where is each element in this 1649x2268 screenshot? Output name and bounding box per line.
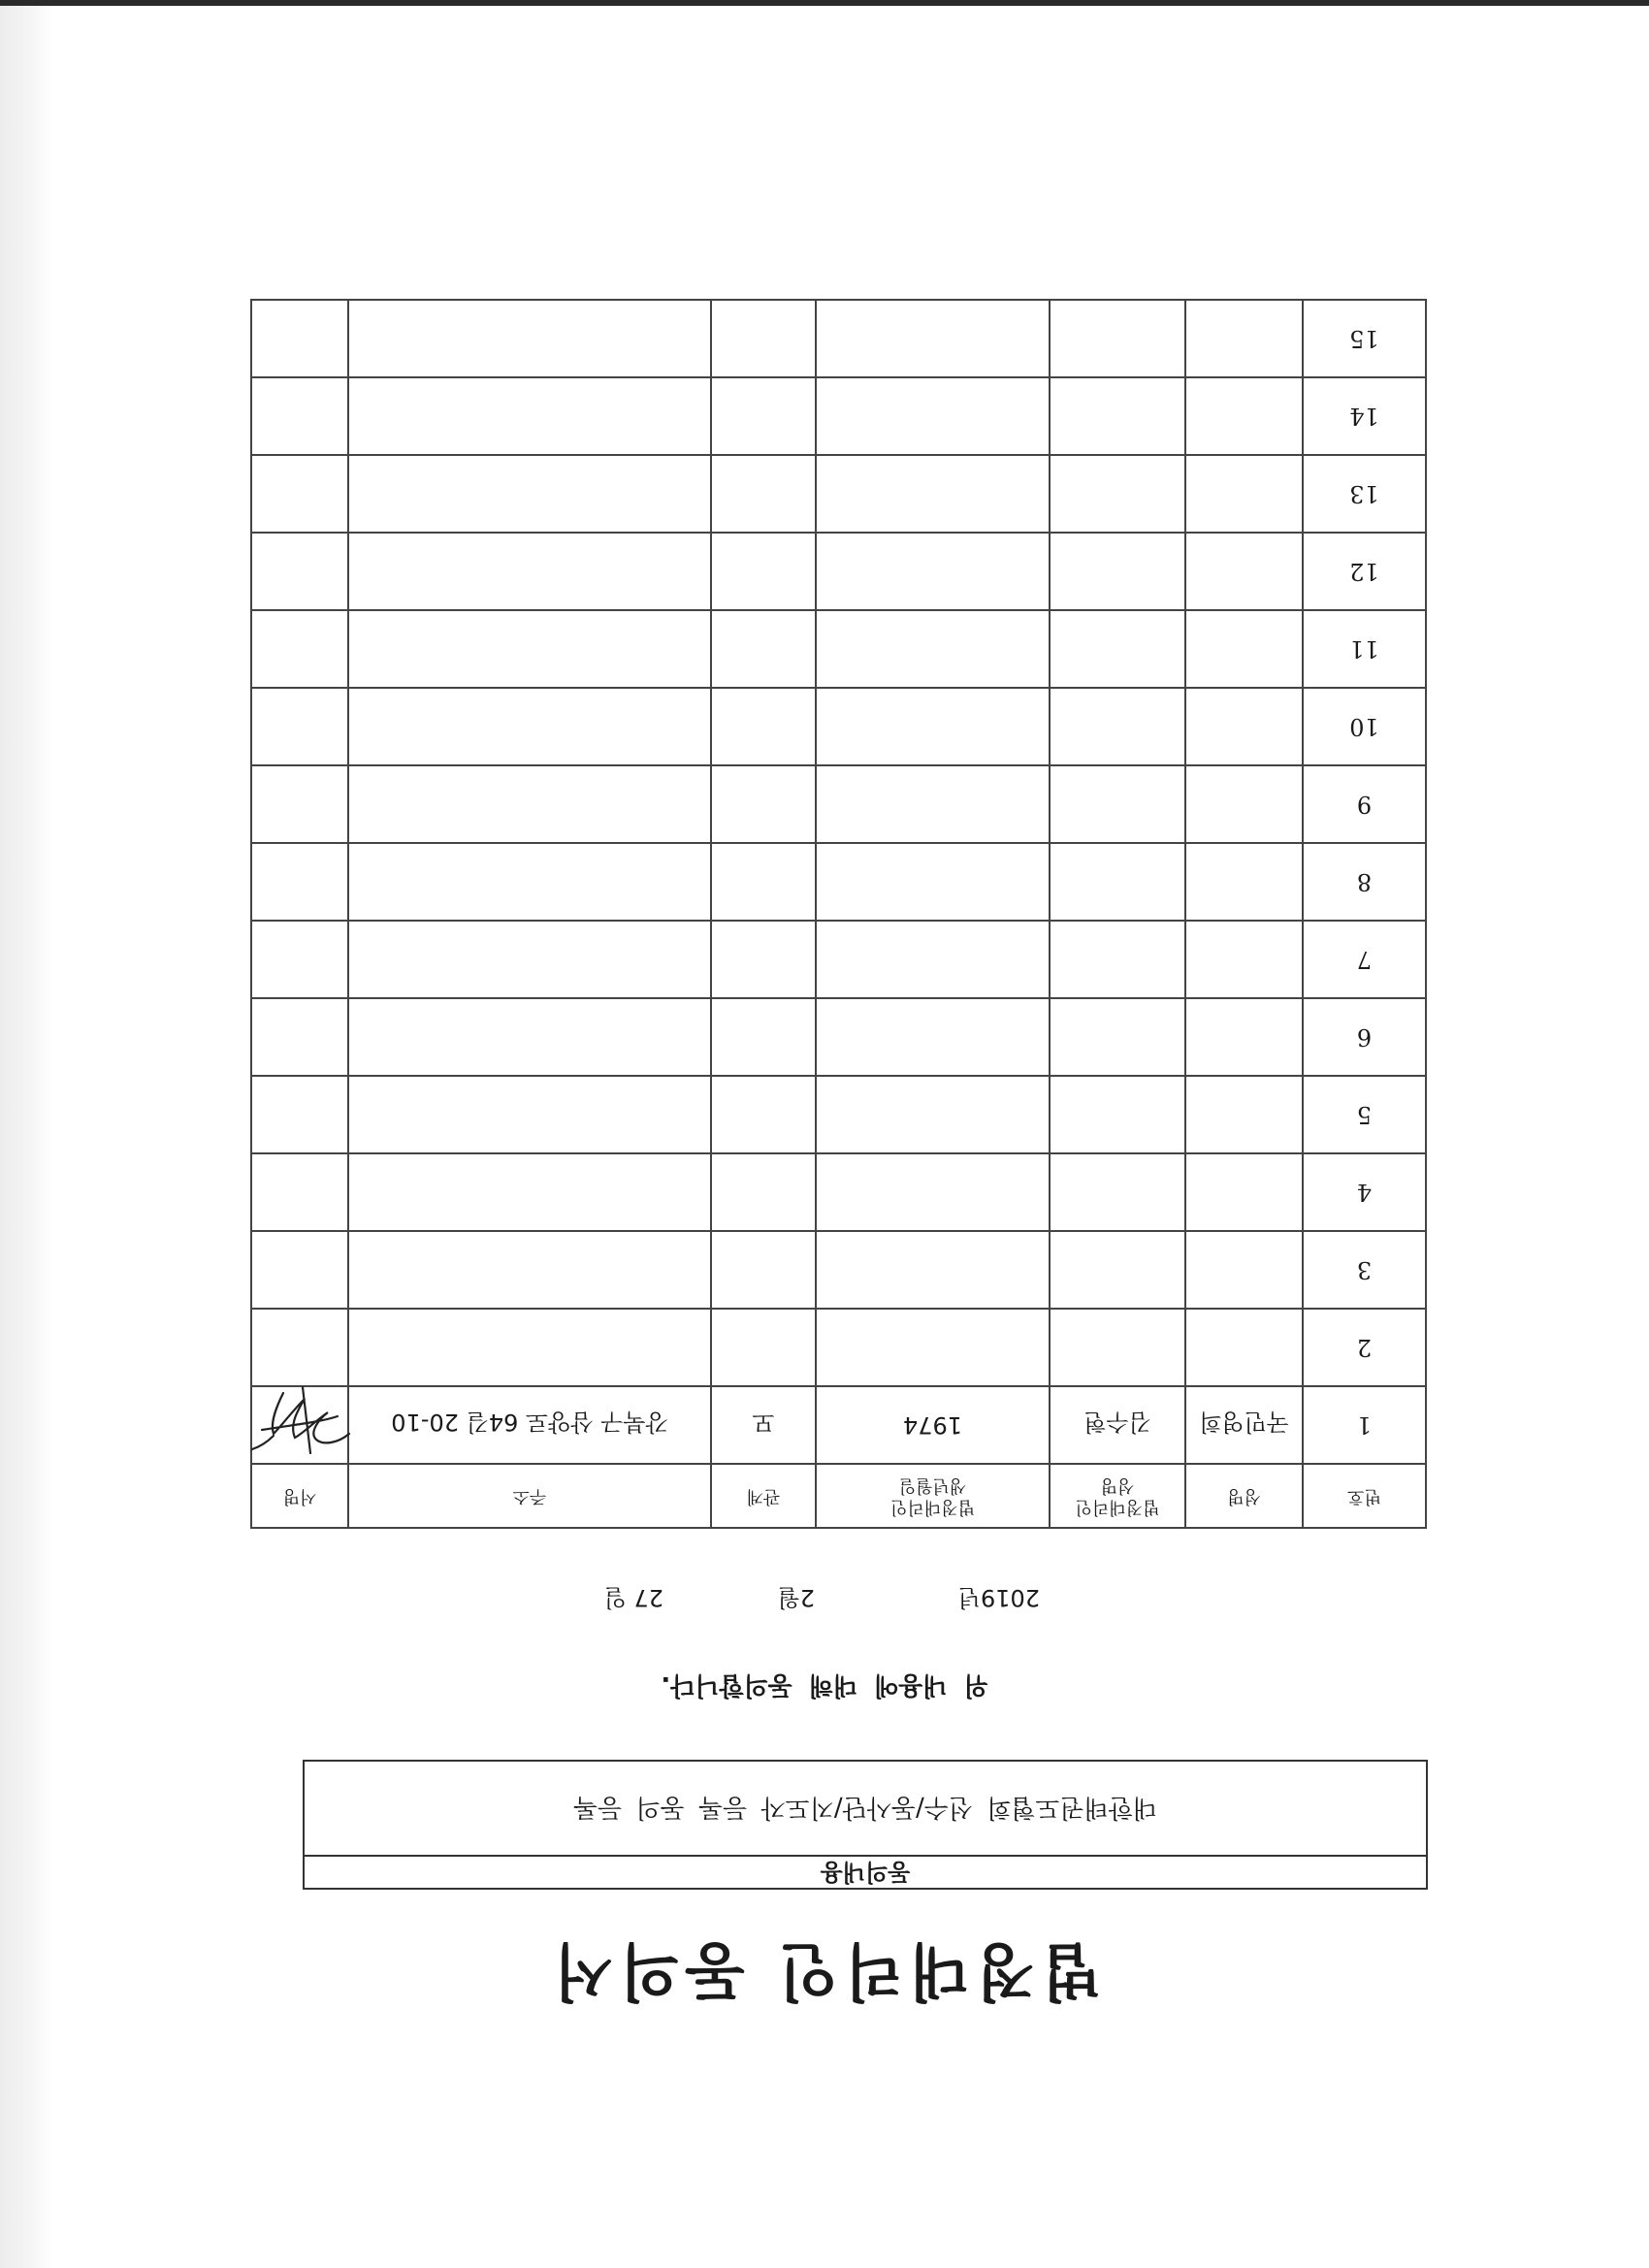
row-number: 8 xyxy=(1303,843,1426,921)
row-name: 국민영희 xyxy=(1185,1386,1303,1464)
row-name xyxy=(1185,998,1303,1076)
row-name xyxy=(1185,1076,1303,1153)
header-guardian-birth: 법정대리인 생년월일 xyxy=(816,1464,1050,1528)
row-signature xyxy=(251,843,348,921)
row-number: 15 xyxy=(1303,300,1426,377)
row-guardian-name xyxy=(1050,610,1185,688)
row-guardian-name xyxy=(1050,688,1185,765)
row-name xyxy=(1185,377,1303,455)
table-header-row xyxy=(251,1464,1426,1528)
row-guardian-birth xyxy=(816,1153,1050,1231)
row-guardian-birth xyxy=(816,533,1050,610)
table-row xyxy=(251,921,1426,998)
row-address xyxy=(348,688,711,765)
row-signature xyxy=(251,688,348,765)
header-signature: 서명 xyxy=(251,1464,348,1528)
row-relation: 모 xyxy=(711,1386,816,1464)
row-signature xyxy=(251,1076,348,1153)
row-guardian-birth xyxy=(816,921,1050,998)
row-guardian-birth xyxy=(816,300,1050,377)
header-address: 주소 xyxy=(348,1464,711,1528)
row-guardian-name xyxy=(1050,998,1185,1076)
row-relation xyxy=(711,610,816,688)
row-relation xyxy=(711,377,816,455)
row-relation xyxy=(711,1309,816,1386)
row-guardian-name xyxy=(1050,1153,1185,1231)
header-guardian-name: 법정대리인 성명 xyxy=(1050,1464,1185,1528)
row-relation xyxy=(711,1231,816,1309)
row-name xyxy=(1185,300,1303,377)
consent-box xyxy=(303,1760,1428,1890)
row-number: 13 xyxy=(1303,455,1426,533)
row-address xyxy=(348,1231,711,1309)
row-guardian-name xyxy=(1050,533,1185,610)
row-name xyxy=(1185,455,1303,533)
row-name xyxy=(1185,533,1303,610)
row-number: 5 xyxy=(1303,1076,1426,1153)
table-row xyxy=(251,455,1426,533)
consent-header: 동의내용 xyxy=(305,1855,1426,1888)
row-relation xyxy=(711,998,816,1076)
row-name xyxy=(1185,1153,1303,1231)
table-row xyxy=(251,1153,1426,1231)
row-guardian-birth xyxy=(816,843,1050,921)
row-guardian-birth xyxy=(816,998,1050,1076)
row-relation xyxy=(711,765,816,843)
row-signature xyxy=(251,533,348,610)
row-relation xyxy=(711,1153,816,1231)
row-number: 7 xyxy=(1303,921,1426,998)
row-signature xyxy=(251,1231,348,1309)
date-line xyxy=(535,1584,1040,1617)
row-address xyxy=(348,377,711,455)
row-number: 10 xyxy=(1303,688,1426,765)
row-relation xyxy=(711,533,816,610)
row-guardian-birth xyxy=(816,1231,1050,1309)
row-guardian-birth xyxy=(816,765,1050,843)
document-title: 법정대리인 동의서 xyxy=(547,1934,1102,2006)
table-row xyxy=(251,610,1426,688)
row-address xyxy=(348,1153,711,1231)
row-number: 12 xyxy=(1303,533,1426,610)
row-guardian-name xyxy=(1050,377,1185,455)
table-row xyxy=(251,998,1426,1076)
row-relation xyxy=(711,688,816,765)
row-address xyxy=(348,610,711,688)
row-guardian-name xyxy=(1050,921,1185,998)
header-relation: 관계 xyxy=(711,1464,816,1528)
row-guardian-name xyxy=(1050,843,1185,921)
row-address xyxy=(348,921,711,998)
row-address xyxy=(348,998,711,1076)
guardian-table xyxy=(250,299,1427,1529)
row-address xyxy=(348,843,711,921)
row-number: 6 xyxy=(1303,998,1426,1076)
row-relation xyxy=(711,843,816,921)
row-guardian-name: 김수현 xyxy=(1050,1386,1185,1464)
row-signature xyxy=(251,300,348,377)
date-year: 2019년 xyxy=(957,1584,1040,1611)
row-name xyxy=(1185,688,1303,765)
row-signature xyxy=(251,455,348,533)
row-address xyxy=(348,1076,711,1153)
row-number: 4 xyxy=(1303,1153,1426,1231)
row-address xyxy=(348,455,711,533)
row-signature xyxy=(251,1153,348,1231)
row-name xyxy=(1185,1309,1303,1386)
table-row xyxy=(251,1076,1426,1153)
row-name xyxy=(1185,921,1303,998)
header-name: 성명 xyxy=(1185,1464,1303,1528)
row-guardian-birth xyxy=(816,688,1050,765)
table-row xyxy=(251,533,1426,610)
row-name xyxy=(1185,1231,1303,1309)
row-address xyxy=(348,765,711,843)
date-month: 2월 xyxy=(777,1584,815,1611)
row-number: 2 xyxy=(1303,1309,1426,1386)
row-guardian-name xyxy=(1050,1231,1185,1309)
row-guardian-birth: 1974 xyxy=(816,1386,1050,1464)
row-signature xyxy=(251,1309,348,1386)
date-day: 27 일 xyxy=(603,1584,663,1611)
table-row xyxy=(251,1386,1426,1464)
row-relation xyxy=(711,1076,816,1153)
consent-body: 대한태권도협회 선수/동사단/지도자 등록 동의 등록 xyxy=(573,1793,1158,1822)
row-guardian-birth xyxy=(816,377,1050,455)
row-signature xyxy=(251,998,348,1076)
table-row xyxy=(251,377,1426,455)
row-number: 3 xyxy=(1303,1231,1426,1309)
row-relation xyxy=(711,921,816,998)
row-signature xyxy=(251,1386,348,1464)
row-address xyxy=(348,1309,711,1386)
row-signature xyxy=(251,765,348,843)
row-guardian-birth xyxy=(816,455,1050,533)
row-guardian-name xyxy=(1050,455,1185,533)
table-row xyxy=(251,300,1426,377)
row-address xyxy=(348,533,711,610)
row-name xyxy=(1185,610,1303,688)
table-row xyxy=(251,1309,1426,1386)
row-guardian-name xyxy=(1050,300,1185,377)
row-signature xyxy=(251,610,348,688)
row-address: 강북구 삼양로 64길 20-10 xyxy=(348,1386,711,1464)
table-row xyxy=(251,688,1426,765)
table-row xyxy=(251,765,1426,843)
row-number: 9 xyxy=(1303,765,1426,843)
row-guardian-name xyxy=(1050,765,1185,843)
row-guardian-birth xyxy=(816,1309,1050,1386)
row-signature xyxy=(251,921,348,998)
row-number: 11 xyxy=(1303,610,1426,688)
row-signature xyxy=(251,377,348,455)
table-row xyxy=(251,1231,1426,1309)
row-number: 14 xyxy=(1303,377,1426,455)
row-guardian-name xyxy=(1050,1076,1185,1153)
row-guardian-birth xyxy=(816,610,1050,688)
row-relation xyxy=(711,300,816,377)
row-address xyxy=(348,300,711,377)
handwritten-signature xyxy=(241,1379,367,1473)
header-number: 번호 xyxy=(1303,1464,1426,1528)
row-guardian-name xyxy=(1050,1309,1185,1386)
row-relation xyxy=(711,455,816,533)
table-row xyxy=(251,843,1426,921)
row-name xyxy=(1185,765,1303,843)
row-guardian-birth xyxy=(816,1076,1050,1153)
row-number: 1 xyxy=(1303,1386,1426,1464)
agree-statement: 위 내용에 대해 동의합니다. xyxy=(661,1670,988,1700)
row-name xyxy=(1185,843,1303,921)
